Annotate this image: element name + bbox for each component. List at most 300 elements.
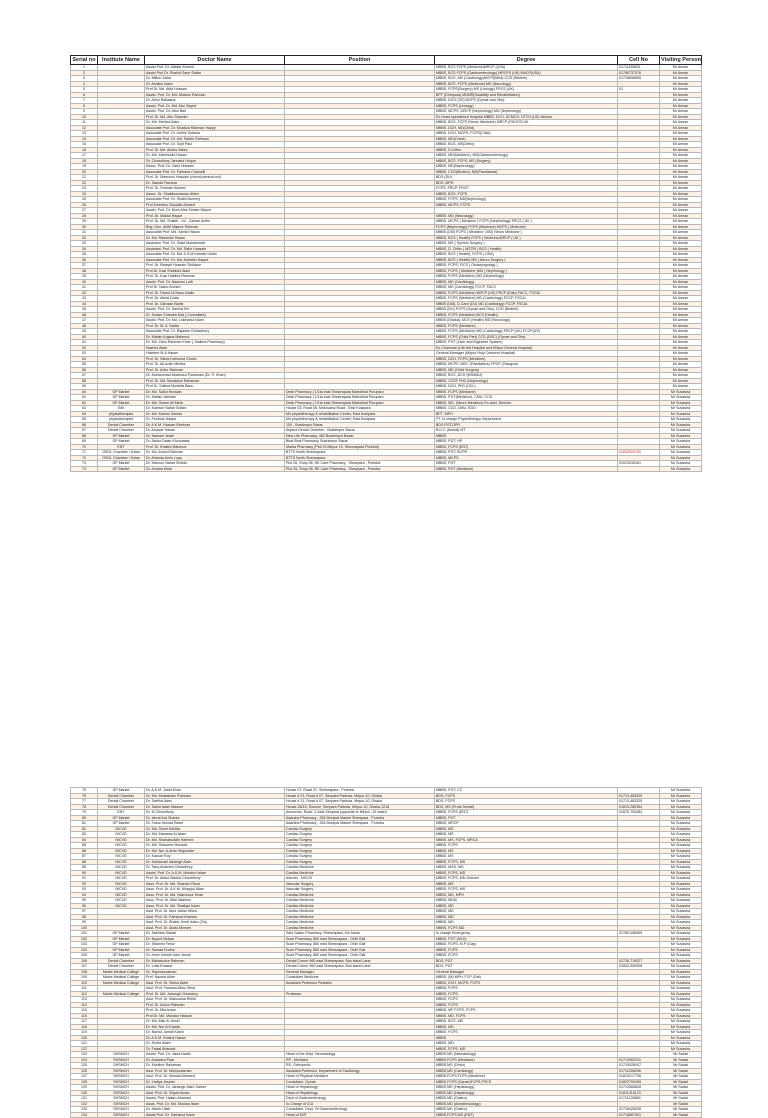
cell-serial: 81 [71, 821, 98, 827]
cell-phone: 01780-096065 [618, 931, 660, 937]
cell-degree: BDS (DU) [435, 175, 618, 181]
cell-serial: 7 [71, 98, 98, 104]
cell-visiting: Mr Arman [660, 367, 702, 373]
cell-visiting: Mr Suvasha [660, 931, 702, 937]
cell-position: Assistant Professor, Department of Cardiology [285, 1068, 435, 1074]
cell-serial: 131 [71, 1096, 98, 1102]
cell-doctor: Assist. Prof. Dr. Jahangir Alam Sarker [145, 1085, 285, 1091]
cell-visiting: Mr Suvasha [660, 980, 702, 986]
cell-serial: 56 [71, 367, 98, 373]
cell-position: Adarsha Pharmacy , 254 Monipal Market Shewpara , Portoba [285, 815, 435, 821]
cell-position: House # 21, Road # 07, Senpara Parbota, Mirpur-10, Dhaka [285, 799, 435, 805]
cell-degree: MBBS, MD [435, 1041, 618, 1047]
cell-visiting: Mr Suvasha [660, 942, 702, 948]
cell-degree: MBBS, MCPS, MRCP (Nephrology) MD (Nephrology) [435, 109, 618, 115]
cell-degree: MBBS, FCPS [435, 1002, 618, 1008]
cell-institute: SHSMCH [98, 1063, 145, 1069]
cell-doctor: Dr. Faisal Ahamad [145, 1046, 285, 1052]
cell-visiting: Mr Suvasha [660, 406, 702, 412]
cell-visiting: Mr Suvasha [660, 832, 702, 838]
cell-institute: GP Market [98, 953, 145, 959]
cell-doctor: Dr. Nupurt Mukas [145, 936, 285, 942]
cell-degree: MBBS, MS, FCPS, MRCA [435, 837, 618, 843]
cell-serial: 58 [71, 378, 98, 384]
cell-visiting: Mr Arman [660, 114, 702, 120]
cell-institute: Edit [98, 406, 145, 412]
cell-degree: MBBS, PGT [435, 461, 618, 467]
cell-institute: physiotherapist [98, 411, 145, 417]
cell-degree: General Manager (Mirpur Holy Crescent Hospital) [435, 351, 618, 357]
cell-degree: B.D.C (Dental) MT [435, 428, 618, 434]
cell-institute: GP Market [98, 466, 145, 472]
cell-serial: 64 [71, 411, 98, 417]
cell-doctor: Prof. Dr. Azizur Rahman [145, 1002, 285, 1008]
cell-visiting: Mr Suvasha [660, 991, 702, 997]
cell-visiting: Mr Arman [660, 186, 702, 192]
header-institute: Institute Name [98, 56, 145, 65]
cell-institute: SHSMCH [98, 1074, 145, 1080]
cell-serial: 123 [71, 1052, 98, 1058]
cell-serial: 78 [71, 804, 98, 810]
cell-position: Mir physiotherapy & rehabilitation Center, East Koslpara [285, 411, 435, 417]
cell-visiting: Mr Arman [660, 312, 702, 318]
cell-serial: 20 [71, 169, 98, 175]
cell-position: Professor [285, 991, 435, 997]
cell-position: Dept of Gastroenterology [285, 1096, 435, 1102]
cell-doctor: Dr. M Chowdhury [145, 810, 285, 816]
cell-serial: 12 [71, 125, 98, 131]
cell-degree: MBBS, (M) MPH, FCP (Gat) [435, 975, 618, 981]
cell-doctor: Prof. Dr. Shamim Ahmed [145, 186, 285, 192]
cell-doctor: Prof Dr. Md. Mokaiur Hassan [145, 1013, 285, 1019]
cell-institute: SHSMCH [98, 1052, 145, 1058]
cell-doctor: Asst. Prof. Dr. Mohiuzzaman [145, 1068, 285, 1074]
cell-degree: MBBS, FCPS [435, 953, 618, 959]
cell-degree: MBBS, BCS ( Health) MS ( Neuro Surgery ) [435, 257, 618, 263]
cell-degree: MBBS, MD (Child Surgery) [435, 367, 618, 373]
cell-degree: MBBS, BCS, MS(Ortho) [435, 142, 618, 148]
cell-serial: 60 [71, 389, 98, 395]
cell-visiting: Mr Arman [660, 356, 702, 362]
cell-serial: 5 [71, 87, 98, 93]
cell-visiting: Mr Sadat [660, 1063, 702, 1069]
cell-doctor: Assist. Prof. Dr. Md. Lokmanul Islam [145, 318, 285, 324]
cell-doctor: Prof. Dr. Abdul Wadud Chowdhury [145, 876, 285, 882]
cell-doctor: Prof. Dr. Mamunul Hossain (chroniccentral coll) [145, 175, 285, 181]
cell-degree: MBBS, MCPS, MDC (Paediatrics) FRCP (Glasgow) [435, 362, 618, 368]
cell-institute: NICVD [98, 859, 145, 865]
cell-institute: NICVD [98, 870, 145, 876]
cell-position: Sahi Salam Pharmacy, Shewrapara, Kin bazar [285, 931, 435, 937]
cell-doctor: Assistant. Prof. Dr. Saad Mohammad [145, 241, 285, 247]
cell-degree: MBBS,MD (Anesthesiology) [435, 1101, 618, 1107]
cell-serial: 108 [71, 969, 98, 975]
cell-position: General Manager [285, 969, 435, 975]
cell-doctor: Prof. Dr. Ali-Amin Mridha [145, 362, 285, 368]
cell-serial: 127 [71, 1074, 98, 1080]
cell-degree: MBBS, FCPS [435, 991, 618, 997]
cell-doctor: Dr. Ahanda Amin Lupa [145, 455, 285, 461]
cell-degree: MBBS, MCPS, FCPS [435, 202, 618, 208]
cell-institute: Dental Chamber [98, 964, 145, 970]
cell-institute: NICVD [98, 903, 145, 909]
cell-degree: MBBS (DM), D-Card (DU) MD (Cardiology) FCCP, FSCAI [435, 301, 618, 307]
cell-visiting: Mr Suvasha [660, 1041, 702, 1047]
cell-position: House-26/15, Rosone, Senpara Parbota, Mirpur-10, Dhaka-1216 [285, 804, 435, 810]
cell-visiting: Mr Arman [660, 142, 702, 148]
cell-doctor: Dr. Miftun Saha [145, 76, 285, 82]
cell-serial: 34 [71, 246, 98, 252]
cell-visiting: Mr Suvasha [660, 821, 702, 827]
cell-doctor: Hakeem M.A Hasan [145, 351, 285, 357]
cell-visiting: Mr Suvasha [660, 799, 702, 805]
cell-serial: 55 [71, 362, 98, 368]
cell-position: Desh Pharmacy ( 1/1ta east Shewrapara Matrobhai Puruparo [285, 400, 435, 406]
cell-degree: MBBS, BCS FCPS (Gastroenterology) MRCPS (UK) MACP(USA) [435, 70, 618, 76]
cell-phone: 01712062231 [618, 1057, 660, 1063]
cell-degree: BDS, PGT [435, 964, 618, 970]
cell-degree: MBBS,MD (Gastro) [435, 1107, 618, 1113]
cell-degree: MBBS, MCPS [435, 455, 618, 461]
cell-degree: MBBS, MD (Neurology) [435, 213, 618, 219]
cell-serial: 33 [71, 241, 98, 247]
cell-doctor: Assist. Prof. Dr. Nura Afza Solaim Mirjum [145, 208, 285, 214]
cell-serial: 8 [71, 103, 98, 109]
cell-doctor: Dr. Mohammad Mosteduz Rahaman (Dr. R. Khan) [145, 373, 285, 379]
cell-institute: NICVD [98, 832, 145, 838]
cell-visiting: Mr Suvasha [660, 417, 702, 423]
cell-institute: Dental Chamber [98, 428, 145, 434]
cell-doctor: Dr. Abdur Daian Khondakar [145, 439, 285, 445]
cell-serial: 77 [71, 799, 98, 805]
cell-serial: 91 [71, 876, 98, 882]
cell-doctor: Dr. Md. Shaowon Hossain [145, 843, 285, 849]
cell-serial: 104 [71, 947, 98, 953]
cell-degree: MBBS, MD, FCPS [435, 1013, 618, 1019]
cell-degree: MBBS, DCH, MD(Child) [435, 125, 618, 131]
cell-degree: MBBS, FCPS (Medicine) [435, 323, 618, 329]
cell-degree: MBBS, MRCP [435, 821, 618, 827]
cell-doctor: Dr. Amin Jowher Ilam Jamal [145, 953, 285, 959]
cell-institute: SHSMCH [98, 1079, 145, 1085]
cell-visiting: Mr Arman [660, 384, 702, 390]
cell-visiting: Mr Suvasha [660, 997, 702, 1003]
cell-visiting: Mr Suvasha [660, 1008, 702, 1014]
cell-position: director , NICVD [285, 876, 435, 882]
cell-degree: MBBS, MS ( Spinein Surgery ) [435, 241, 618, 247]
cell-serial: 49 [71, 329, 98, 335]
cell-serial: 126 [71, 1068, 98, 1074]
cell-degree: FCPS (Nephrology) FCPS (Medicine) MCPS ( Medicine) [435, 224, 618, 230]
cell-visiting: Mr Sadat [660, 1057, 702, 1063]
cell-serial: 30 [71, 224, 98, 230]
cell-serial: 102 [71, 936, 98, 942]
cell-serial: 53 [71, 351, 98, 357]
cell-position: In-Charge of ICU [285, 1101, 435, 1107]
cell-degree: MBBS, MS [435, 848, 618, 854]
cell-serial: 26 [71, 202, 98, 208]
cell-institute: GP Market [98, 389, 145, 395]
cell-degree: MBBS, BCS, FCPS (Neuro Medicine) MRCP (PACES) UK [435, 120, 618, 126]
cell-visiting: Mr Suvasha [660, 909, 702, 915]
cell-degree: BPT, MPH [435, 411, 618, 417]
cell-degree: MBBS, FCPS(Surgery) MS (Urology) FRCS (UK) [435, 87, 618, 93]
cell-visiting: Mr Suvasha [660, 1013, 702, 1019]
cell-doctor: Asso. Prof. Dr. Md. Shafiqul Islam [145, 903, 285, 909]
cell-serial: 67 [71, 428, 98, 434]
cell-serial: 17 [71, 153, 98, 159]
cell-institute: SHSMCH [98, 1101, 145, 1107]
cell-doctor: Asst. Prof. Dr. Selina Akter [145, 980, 285, 986]
cell-visiting: Mr Arman [660, 268, 702, 274]
cell-degree: PT, In charge Physiotherapy Department [435, 417, 618, 423]
cell-serial: 129 [71, 1085, 98, 1091]
cell-serial: 35 [71, 252, 98, 258]
cell-degree: MBBS, FCPS (Medicine) [435, 389, 618, 395]
cell-phone [618, 466, 660, 472]
cell-doctor: Assist. Prof. Dr. Jakia Nahid [145, 1052, 285, 1058]
cell-serial: 40 [71, 279, 98, 285]
cell-phone: 01711189831 [618, 65, 660, 71]
cell-doctor: Assist. Prof. Dr. A.K.M. Mohirun Islam [145, 870, 285, 876]
doctor-table-page-2 [70, 787, 702, 1118]
cell-degree: MBBS, BCS, FCPS [435, 191, 618, 197]
cell-institute: NICVD [98, 848, 145, 854]
cell-serial: 48 [71, 323, 98, 329]
cell-doctor: Associate Prof. Dr. Md. Ashraful Haque [145, 257, 285, 263]
cell-serial: 11 [71, 120, 98, 126]
cell-visiting: Mr Arman [660, 224, 702, 230]
cell-degree: MBBS, BCS ( Health) FCPS ( Medicine)MRCP ( UK ) [435, 235, 618, 241]
cell-position: New Life Pharmacy, 482 Boshimpur Bazar [285, 433, 435, 439]
cell-doctor: Brig. Gen. ANM Mijanur Rahman [145, 224, 285, 230]
cell-visiting: Mr Suvasha [660, 439, 702, 445]
cell-serial: 63 [71, 406, 98, 412]
table-body-page-1 [71, 65, 702, 472]
cell-degree: MBBS, FCPS (ENT) [435, 810, 618, 816]
cell-serial: 38 [71, 268, 98, 274]
cell-doctor: Dr. Md. Kamrul Zaman [145, 411, 285, 417]
cell-visiting: Mr Suvasha [660, 1035, 702, 1041]
cell-serial: 85 [71, 843, 98, 849]
cell-doctor: Dr. Ishrat Ara Shanta [145, 815, 285, 821]
cell-serial: 9 [71, 109, 98, 115]
cell-visiting: Mr Arman [660, 213, 702, 219]
header-cell: Cell No [618, 56, 660, 65]
cell-doctor: Prof. Dr. Md. Abdus Sabur [145, 147, 285, 153]
cell-position: Cardiac Medicine [285, 892, 435, 898]
cell-doctor: Dr. Yadiya Jesmin [145, 1079, 285, 1085]
cell-serial: 75 [71, 788, 98, 794]
cell-doctor: Dr. Rudla Islam [145, 1041, 285, 1047]
cell-doctor: Dr. Samad Dudha [145, 947, 285, 953]
cell-serial: 82 [71, 826, 98, 832]
cell-visiting: Mr Suvasha [660, 450, 702, 456]
cell-institute: Dental Chamber [98, 422, 145, 428]
cell-visiting: Mr Sadat [660, 1112, 702, 1118]
cell-visiting: Mr Suvasha [660, 887, 702, 893]
cell-position: Head of Hepatology [285, 1090, 435, 1096]
cell-serial: 52 [71, 345, 98, 351]
cell-degree: MBBS, MF FCPS, FCPS [435, 1008, 618, 1014]
cell-serial: 84 [71, 837, 98, 843]
cell-degree: MBBS, MS [435, 826, 618, 832]
cell-visiting: Mr Suvasha [660, 804, 702, 810]
cell-doctor: Prof. Dr. Arifur Rahman [145, 367, 285, 373]
cell-serial: 51 [71, 340, 98, 346]
cell-visiting: Mr Suvasha [660, 925, 702, 931]
cell-position: 150 - Boshimpur Bazar [285, 422, 435, 428]
header-position: Position [285, 56, 435, 65]
cell-serial: 125 [71, 1063, 98, 1069]
cell-position: House # 21, Road # 07, Senpara Parbota, Mirpur-10, Dhaka [285, 793, 435, 799]
cell-serial: 69 [71, 439, 98, 445]
cell-serial: 70 [71, 444, 98, 450]
cell-degree: MBBS, DCH, MCPS, FCPS [435, 980, 618, 986]
cell-degree: MBBS, MD(Nephrology) [435, 164, 618, 170]
cell-serial: 93 [71, 887, 98, 893]
cell-doctor: Dr. Md. Shahe Ali Mirta [145, 400, 285, 406]
cell-doctor: Asst. Prof. Dr. Maksudua Rebel [145, 997, 285, 1003]
cell-visiting: Mr Sadat [660, 1079, 702, 1085]
cell-visiting: Mr Suvasha [660, 986, 702, 992]
cell-phone: 01832-090006 [618, 964, 660, 970]
header-serial: Serial no [72, 57, 96, 63]
cell-degree: MBBS, BCS, MD (Cardiology)MCPS(Med) CCD (Birdem) [435, 76, 618, 82]
cell-serial: 57 [71, 373, 98, 379]
cell-institute: Dental Chamber [98, 958, 145, 964]
cell-doctor: Dr. Shamim Feroz [145, 942, 285, 948]
cell-degree: MBBS, FCPS [435, 1030, 618, 1036]
cell-doctor: Dr. Sakhina Sabab [145, 931, 285, 937]
cell-doctor: Dr. Sayeduzzaman [145, 969, 285, 975]
cell-doctor: Dr. Anowara Paar [145, 1057, 285, 1063]
cell-degree: MBBS, FCPS [435, 843, 618, 849]
cell-degree: BDS, FCPS [435, 793, 618, 799]
cell-degree: MBBS, FCPS,MD [435, 925, 618, 931]
cell-doctor: Prof. Dr. Md. Abu Shamim [145, 114, 285, 120]
cell-doctor: Asst. Prof. Dr. Farhana Khanam [145, 914, 285, 920]
cell-degree: MBBS, BCS, DCH (BSMMU) [435, 373, 618, 379]
cell-degree: MBBS, BCS ( Health), FCPS ( USA) [435, 252, 618, 258]
cell-visiting: Mr Arman [660, 285, 702, 291]
cell-phone: 01711125669 [618, 1096, 660, 1102]
cell-doctor: Associate Prof. Dr. Md. A.S.M Kamaln Uddin [145, 252, 285, 258]
cell-visiting: Mr Suvasha [660, 395, 702, 401]
cell-doctor: Dr. Afroz Rahaana [145, 98, 285, 104]
cell-visiting: Mr Arman [660, 318, 702, 324]
cell-phone: 01726-719027 [618, 958, 660, 964]
cell-institute: NICVD [98, 898, 145, 904]
cell-serial: 134 [71, 1112, 98, 1118]
cell-doctor: Prof. Dr. Maidul Haque [145, 213, 285, 219]
cell-doctor: Dr. Kamrun Nahar Shelds [145, 461, 285, 467]
cell-degree: MBBS,MD (Hepatology) [435, 1090, 618, 1096]
cell-serial: 73 [71, 461, 98, 467]
cell-doctor: Assistant. Prof. Dr. Md. Sabir Hossain [145, 246, 285, 252]
cell-phone: 01 [618, 87, 660, 93]
cell-doctor: Dr. Sudan Chandra Das ( Consultant) [145, 312, 285, 318]
cell-position: Susri Pharmacy, 860 east Shewrapara , Ordil Gali [285, 942, 435, 948]
cell-visiting: Mr Sadat [660, 1101, 702, 1107]
cell-doctor: Associate Prof. Dr. Rajashe Chowdhury [145, 329, 285, 335]
cell-visiting: Mr Arman [660, 197, 702, 203]
cell-serial: 80 [71, 815, 98, 821]
cell-degree: MBBS, MD [435, 909, 618, 915]
cell-degree: MBBS, MD [435, 920, 618, 926]
cell-position: Cardiac Medicine [285, 870, 435, 876]
cell-degree: MBBS, MD (Cardiology) FCCP, FACC [435, 285, 618, 291]
cell-doctor: Dr. Sabiha Alam [145, 799, 285, 805]
cell-position: Plot 26, Shop 08, RK Care Pharmacy , Shewpara , Portoba [285, 461, 435, 467]
cell-visiting: Mr Sadat [660, 1090, 702, 1096]
cell-position: Cardiac Medicine [285, 865, 435, 871]
cell-visiting: Mr Suvasha [660, 964, 702, 970]
cell-doctor: Dr. Md. Nur Al Khada [145, 1024, 285, 1030]
cell-degree: MBBS, FCPS, MS [435, 887, 618, 893]
header-visiting: Visiting Person [661, 57, 701, 63]
cell-institute: OSOL Chamber / Kolas [98, 450, 145, 456]
cell-serial: 105 [71, 953, 98, 959]
sheet-page-1 [70, 55, 701, 472]
cell-doctor: Prof. Dr. Abhal Dutta [145, 296, 285, 302]
cell-visiting: Mr Arman [660, 329, 702, 335]
cell-serial: 115 [71, 1008, 98, 1014]
cell-visiting: Mr Sadat [660, 1052, 702, 1058]
cell-doctor: Assist Prof. Dr. Sarhanul Islam [145, 1112, 285, 1118]
cell-serial: 106 [71, 958, 98, 964]
cell-serial: 97 [71, 909, 98, 915]
cell-degree: MBBS, DCH, PhD (UCL) [435, 384, 618, 390]
cell-phone: 01718896895 [618, 76, 660, 82]
cell-doctor: Asst. Prof. Dr. Mosaid Ahamed [145, 1074, 285, 1080]
cell-visiting: Mr Suvasha [660, 1030, 702, 1036]
cell-visiting: Mr Suvasha [660, 947, 702, 953]
cell-degree: MBBS, DCH, MCPS, FCPS(Child) [435, 131, 618, 137]
cell-visiting: Mr Arman [660, 351, 702, 357]
cell-doctor: Prof. Dr. Khaled Mahmud [145, 444, 285, 450]
cell-visiting: Mr Arman [660, 334, 702, 340]
cell-visiting: Mr Arman [660, 362, 702, 368]
cell-degree: MBBS,MD (Cardiology) [435, 1068, 618, 1074]
cell-degree: BDS,PGT,DPR [435, 422, 618, 428]
cell-doctor: Dr. Md. Nur-A-Amin Mojumder [145, 848, 285, 854]
cell-doctor: Associate Prof. Md. Samid Hasan [145, 230, 285, 236]
cell-position: Bhai Bhai Pharmacy, Boshimpur Bazar [285, 439, 435, 445]
table-row [71, 1112, 702, 1118]
cell-serial: 98 [71, 914, 98, 920]
cell-serial: 4 [71, 81, 98, 87]
cell-position: Cardiac Surgery [285, 826, 435, 832]
cell-degree: MBBS, PGT(Medicine), CMU, CCD [435, 395, 618, 401]
cell-degree: MBBS, BCS, MD [435, 1019, 618, 1025]
cell-visiting: Mr Suvasha [660, 914, 702, 920]
cell-doctor: Dr. Md. Saiful Hossain [145, 389, 285, 395]
cell-degree: MBBS, MD (Cardiology) [435, 279, 618, 285]
cell-degree: MBBS, MD [435, 903, 618, 909]
cell-degree: MBBS, FCPS, MD(Nephrology) [435, 197, 618, 203]
cell-institute: GP Market [98, 788, 145, 794]
cell-degree: MBBS, FCPS [435, 947, 618, 953]
cell-phone: 01780737376 [618, 70, 660, 76]
cell-institute: SHSMCH [98, 1068, 145, 1074]
cell-doctor: Dr. Ferdous Haque [145, 417, 285, 423]
cell-visiting: Mr Suvasha [660, 969, 702, 975]
cell-position: Cardiac Medicine [285, 914, 435, 920]
cell-doctor: Dr. Kamrun Nahar Sultan [145, 406, 285, 412]
cell-serial: 24 [71, 191, 98, 197]
cell-serial: 46 [71, 312, 98, 318]
